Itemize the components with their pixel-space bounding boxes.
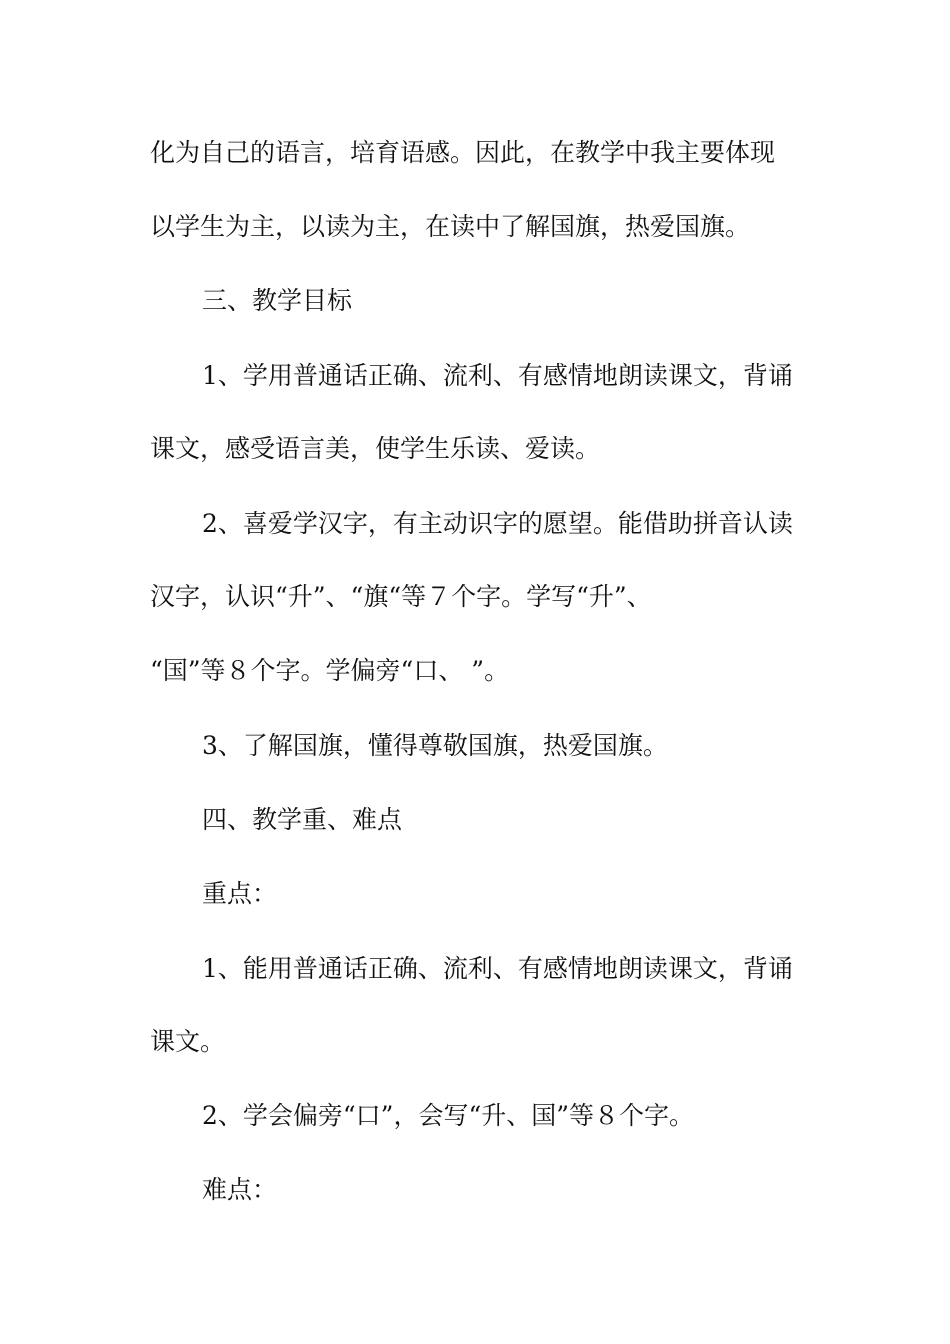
section-heading-teaching-goals: 三、教学目标 xyxy=(202,286,353,315)
paragraph-line: 化为自己的语言，培育语感。因此，在教学中我主要体现 xyxy=(150,138,776,167)
section-heading-key-points: 四、教学重、难点 xyxy=(202,805,403,834)
paragraph-line: 以学生为主，以读为主，在读中了解国旗，热爱国旗。 xyxy=(150,212,751,241)
goal-item-2: 2、喜爱学汉字，有主动识字的愿望。能借助拼音认读 xyxy=(202,509,793,538)
subheading-difficult-points: 难点： xyxy=(202,1175,278,1204)
goal-item-3: 3、了解国旗，懂得尊敬国旗，热爱国旗。 xyxy=(202,731,668,760)
key-point-item-2: 2、学会偏旁“口”，会写“升、国”等８个字。 xyxy=(202,1101,695,1130)
key-point-item-1-continued: 课文。 xyxy=(150,1027,226,1056)
goal-item-1: 1、学用普通话正确、流利、有感情地朗读课文，背诵 xyxy=(202,361,793,390)
goal-item-2-continued: 汉字，认识“升”、“旗“等７个字。学写“升”、 xyxy=(150,582,652,611)
subheading-key-points: 重点： xyxy=(202,879,278,908)
key-point-item-1: 1、能用普通话正确、流利、有感情地朗读课文，背诵 xyxy=(202,954,793,983)
goal-item-1-continued: 课文，感受语言美，使学生乐读、爱读。 xyxy=(150,434,601,463)
goal-item-2-continued: “国”等８个字。学偏旁“口、 ”。 xyxy=(150,656,510,685)
